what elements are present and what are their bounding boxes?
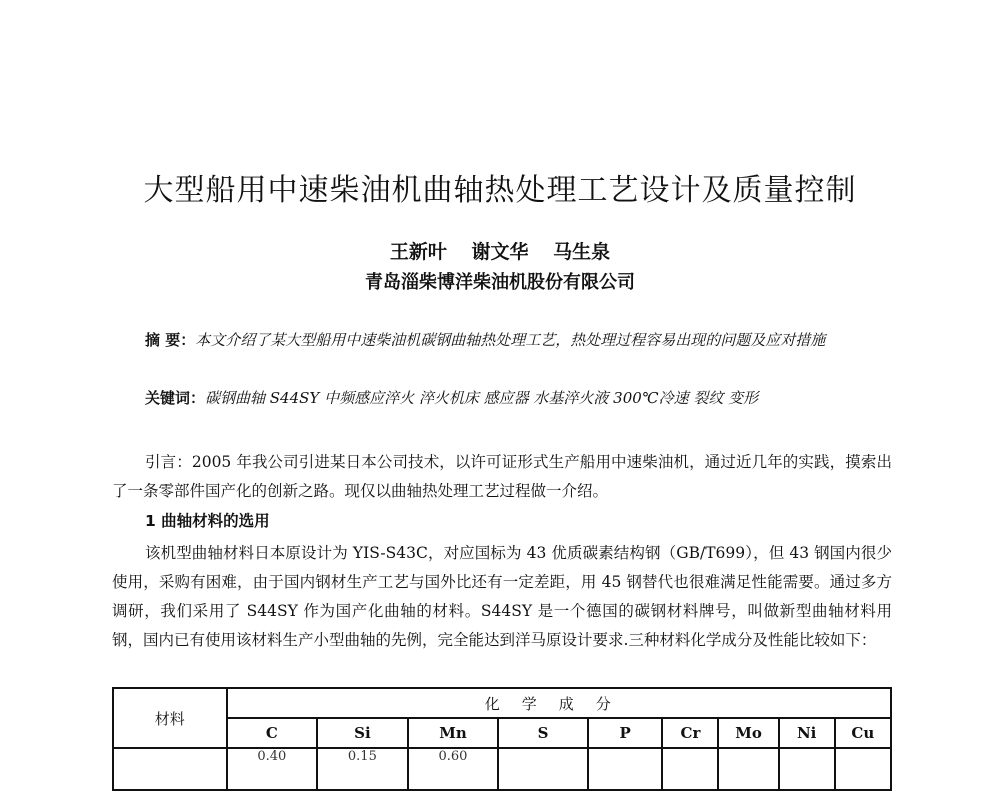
- element-header-row: [113, 718, 891, 748]
- composition-table: [112, 687, 892, 791]
- keywords-label: 关键词：: [145, 389, 206, 407]
- table-row: [113, 748, 891, 790]
- keywords-text: 碳钢曲轴 S44SY 中频感应淬火 淬火机床 感应器 水基淬火液 300℃冷速 裂纹 变形: [205, 389, 759, 407]
- table-cell: [113, 748, 227, 790]
- table-cell: 0.60: [408, 748, 499, 790]
- element-header-cu: Cu: [835, 718, 891, 748]
- table-cell: [498, 748, 588, 790]
- table-cell: 0.40: [227, 748, 318, 790]
- abstract: [112, 326, 892, 355]
- element-header-mo: Mo: [718, 718, 778, 748]
- table-cell: [779, 748, 835, 790]
- paper-title: 大型船用中速柴油机曲轴热处理工艺设计及质量控制: [143, 173, 857, 208]
- element-header-s: S: [498, 718, 588, 748]
- section-heading: 1 曲轴材料的选用: [145, 512, 270, 530]
- table-cell: 0.15: [317, 748, 408, 790]
- table-cell: [588, 748, 663, 790]
- composition-group-header: 化学成分: [227, 688, 892, 718]
- element-header-c: C: [227, 718, 318, 748]
- affiliation: 青岛淄柴博洋柴油机股份有限公司: [365, 272, 635, 293]
- table-cell: [662, 748, 718, 790]
- table-cell: [835, 748, 891, 790]
- body-paragraph: 该机型曲轴材料日本原设计为 YIS-S43C，对应国标为 43 优质碳素结构钢（GB/T699），但 43 钢国内很少使用，采购有困难，由于国内钢材生产工艺与国外比还有一定差距，用 45 钢替代也很难满足性能需要。通过多方调研，我们采用了 S44SY 作为国产化曲轴的材料。S44SY 是一个德国的碳钢材料牌号，叫做新型曲轴材料用钢，国内已有使用该材料生产小型曲轴的先例，完全能达到洋马原设计要求.三种材料化学成分及性能比较如下：: [112, 544, 892, 649]
- authors: 王新叶 谢文华 马生泉: [389, 241, 611, 263]
- element-header-si: Si: [317, 718, 408, 748]
- element-header-mn: Mn: [408, 718, 499, 748]
- material-header: 材料: [113, 688, 227, 748]
- element-header-ni: Ni: [779, 718, 835, 748]
- table-cell: [718, 748, 778, 790]
- element-header-p: P: [588, 718, 663, 748]
- abstract-label: 摘 要：: [145, 331, 196, 349]
- intro-paragraph: 引言：2005 年我公司引进某日本公司技术，以许可证形式生产船用中速柴油机，通过近几年的实践，摸索出了一条零部件国产化的创新之路。现仅以曲轴热处理工艺过程做一介绍。: [112, 453, 892, 500]
- element-header-cr: Cr: [662, 718, 718, 748]
- keywords: [145, 387, 905, 408]
- abstract-text: 本文介绍了某大型船用中速柴油机碳钢曲轴热处理工艺，热处理过程容易出现的问题及应对措施: [195, 331, 826, 349]
